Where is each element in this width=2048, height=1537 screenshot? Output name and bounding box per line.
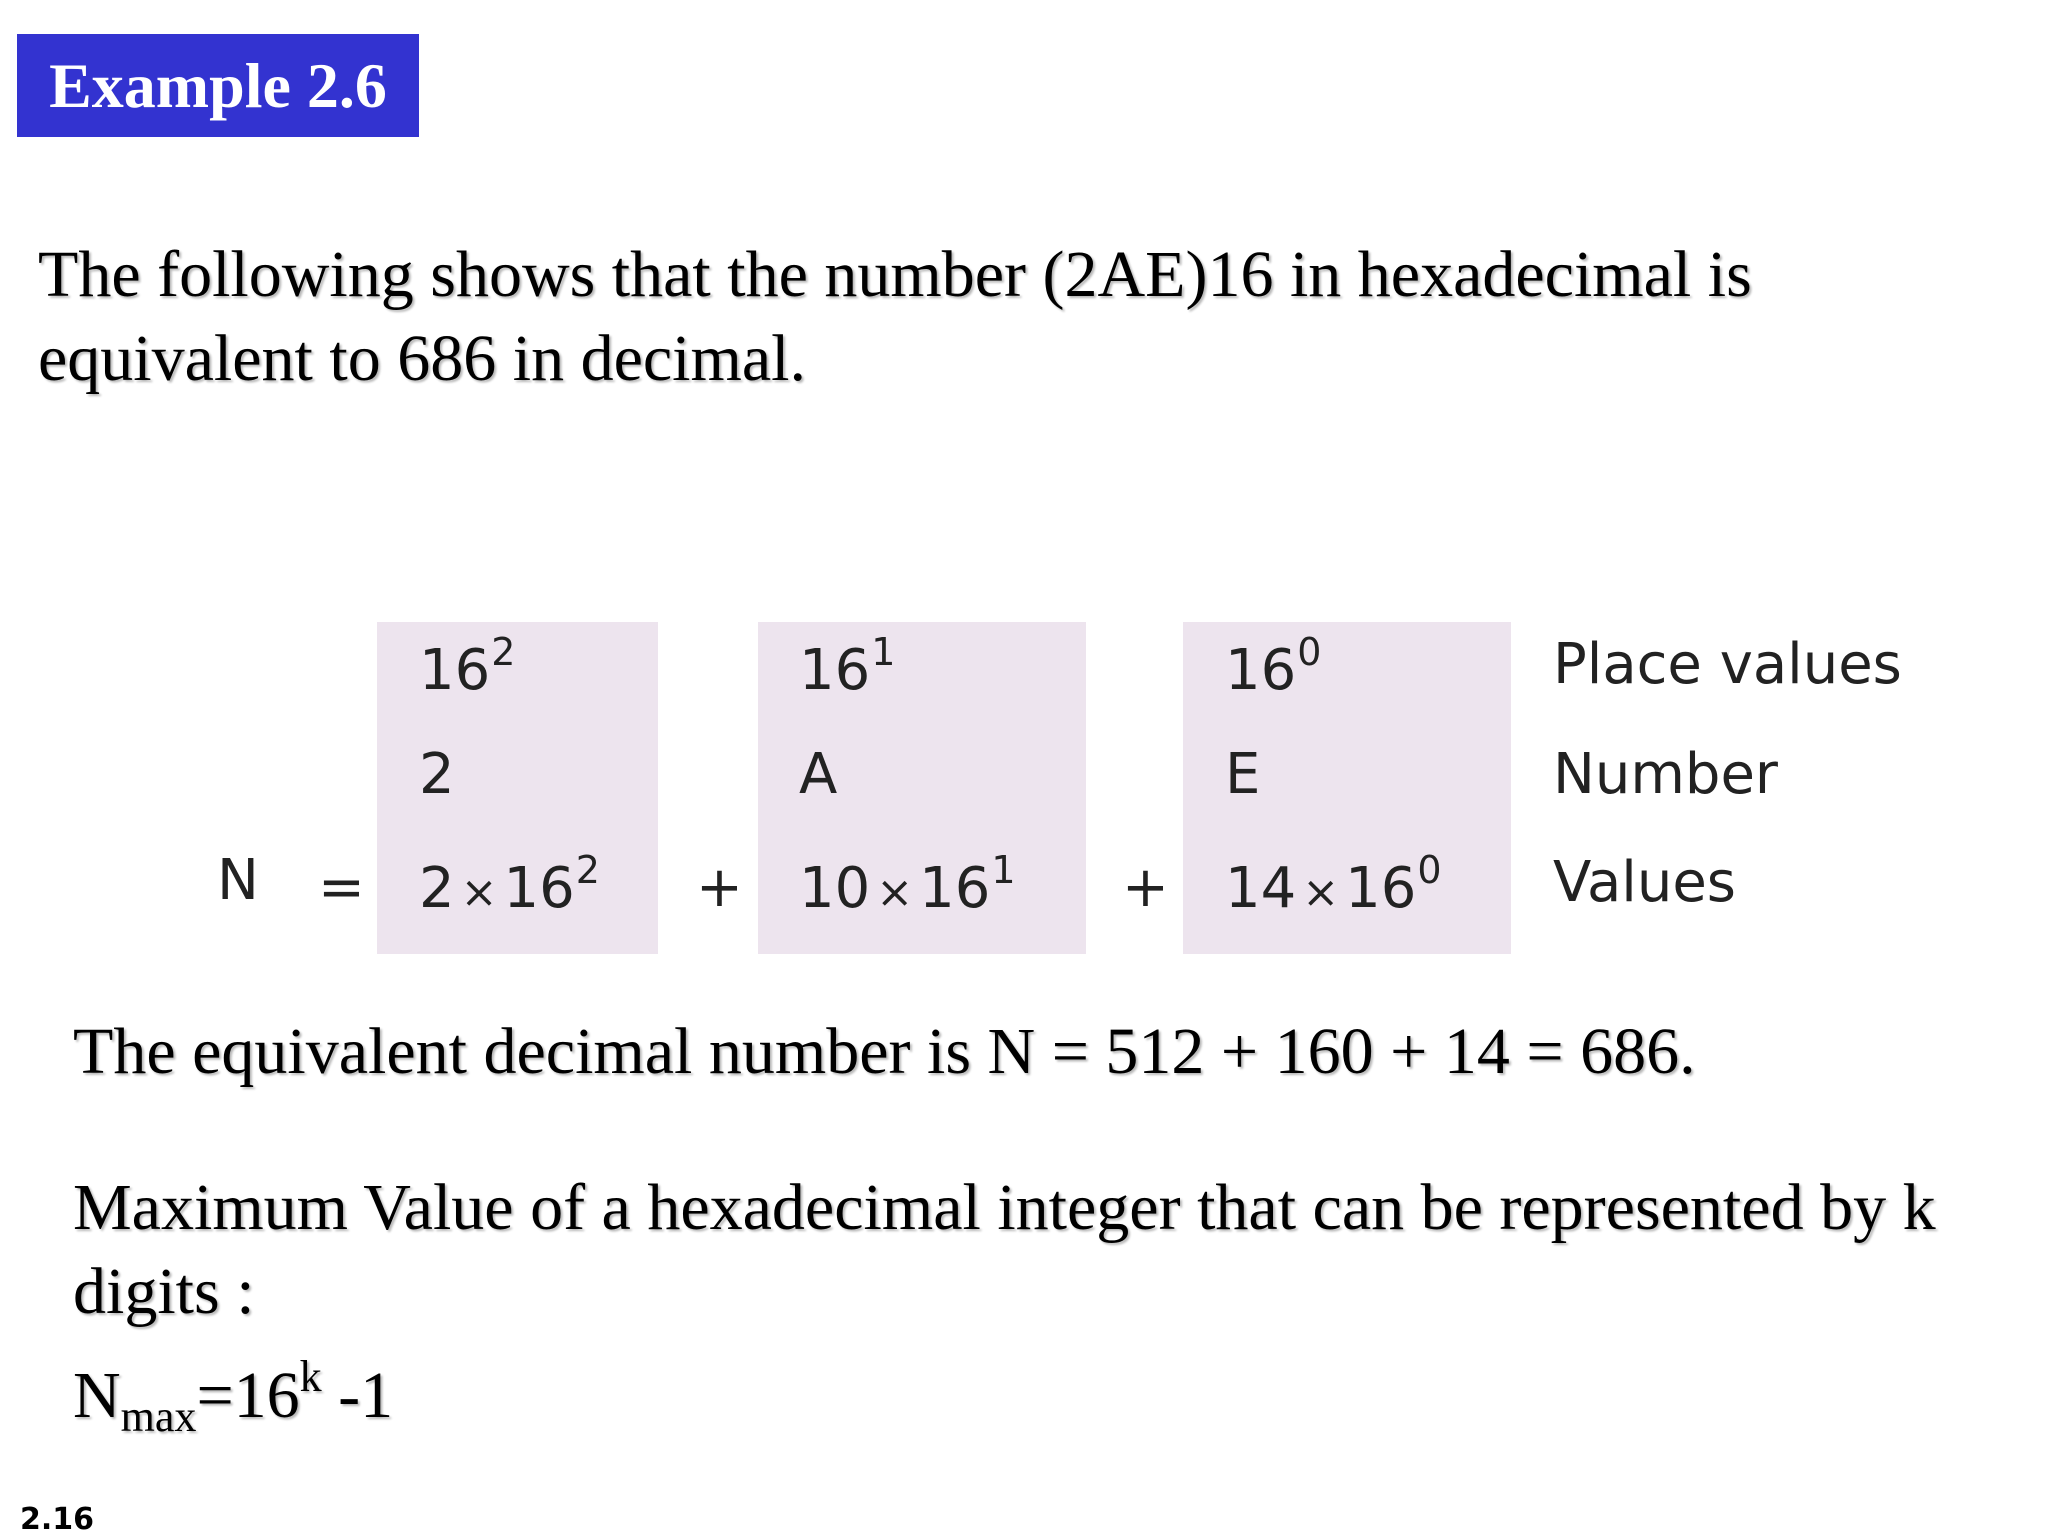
digit-2: 2 <box>419 742 455 807</box>
digit-E: E <box>1225 742 1261 807</box>
result-text: The equivalent decimal number is N = 512 + 160 + 14 = 686. <box>73 1015 1696 1088</box>
plus-sign-1: + <box>696 855 743 920</box>
slide-title-text: Example 2.6 <box>49 49 387 121</box>
place-value-16-2: $16^2$ <box>419 630 516 703</box>
slide-number: 2.16 <box>20 1502 95 1537</box>
nmax-formula: $N_{max}=16^k$ -1 <box>73 1352 394 1441</box>
intro-text: The following shows that the number (2AE)16 in hexadecimal is equivalent to 686 in decimal. <box>38 238 1752 395</box>
value-10x16-1: $10 \times 16^1$ <box>799 848 1016 921</box>
row-label-values: Values <box>1553 850 1736 915</box>
place-value-16-1: $16^1$ <box>799 630 896 703</box>
equals-sign: = <box>318 855 365 920</box>
slide-title <box>17 34 419 137</box>
place-value-16-0: $16^0$ <box>1225 630 1322 703</box>
plus-sign-2: + <box>1122 855 1169 920</box>
row-label-number: Number <box>1553 742 1778 807</box>
row-label-place-values: Place values <box>1553 632 1902 697</box>
n-symbol: N <box>217 848 259 913</box>
digit-A: A <box>799 742 838 807</box>
value-14x16-0: $14 \times 16^0$ <box>1225 848 1442 921</box>
value-2x16-2: $2 \times 16^2$ <box>419 848 600 921</box>
max-value-text: Maximum Value of a hexadecimal integer that can be represented by k digits : <box>73 1171 1936 1328</box>
